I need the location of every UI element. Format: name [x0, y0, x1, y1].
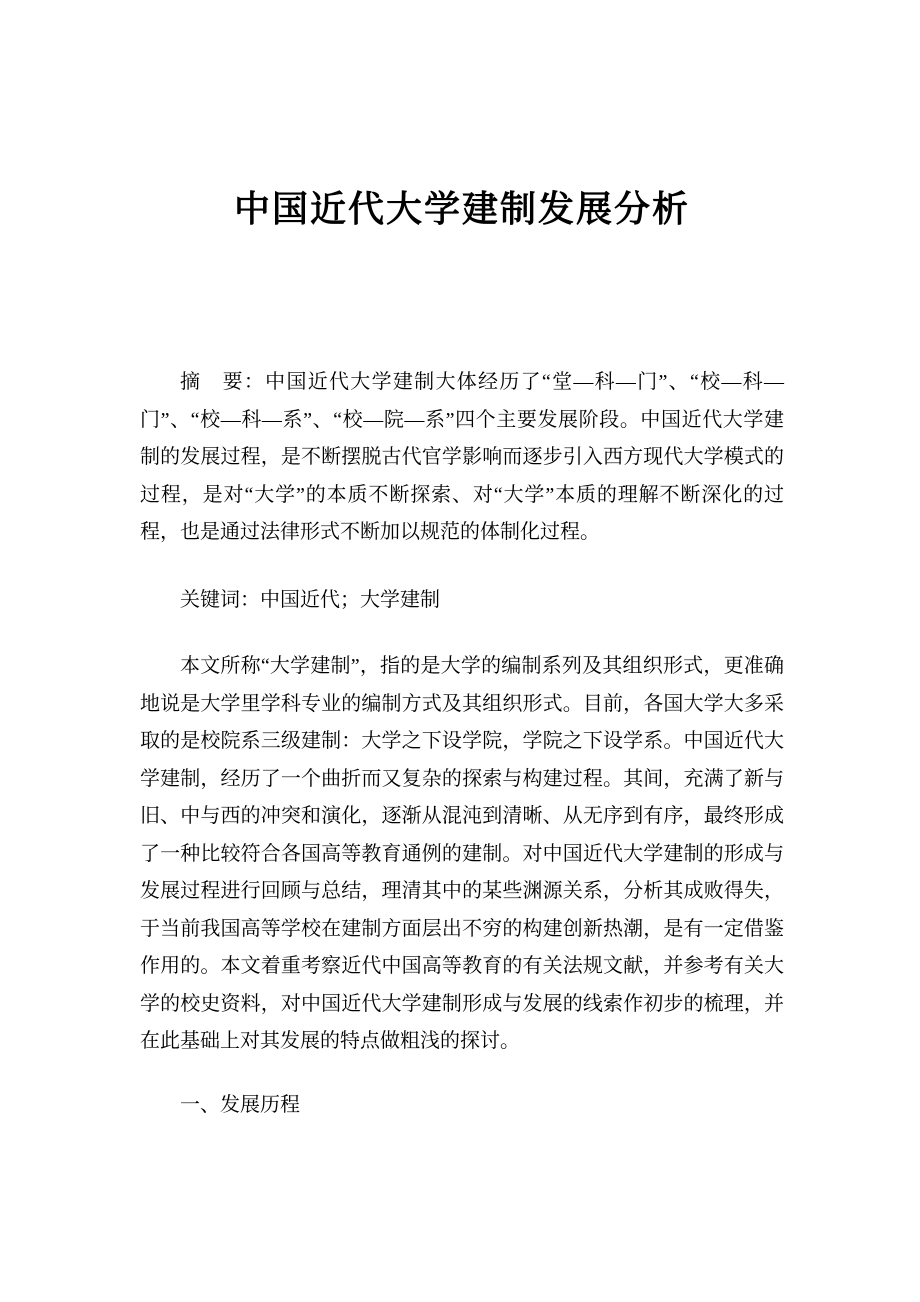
- body-paragraph: 本文所称“大学建制”，指的是大学的编制系列及其组织形式，更准确地说是大学里学科专业的编制方式及其组织形式。目前，各国大学大多采取的是校院系三级建制：大学之下设学院，学院之下设学系。中国近代大学建制，经历了一个曲折而又复杂的探索与构建过程。其间，充满了新与旧、中与西的冲突和演化，逐渐从混沌到清晰、从无序到有序，最终形成了一种比较符合各国高等教育通例的建制。对中国近代大学建制的形成与发展过程进行回顾与总结，理清其中的某些渊源关系，分析其成败得失，于当前我国高等学校在建制方面层出不穷的构建创新热潮，是有一定借鉴作用的。本文着重考察近代中国高等教育的有关法规文献，并参考有关大学的校史资料，对中国近代大学建制形成与发展的线索作初步的梳理，并在此基础上对其发展的特点做粗浅的探讨。: [140, 655, 784, 1053]
- document-content: [140, 0, 784, 1124]
- section-heading: 一、发展历程: [180, 1093, 300, 1116]
- abstract-paragraph: 摘 要：中国近代大学建制大体经历了“堂—科—门”、“校—科—门”、“校—科—系”、“校—院—系”四个主要发展阶段。中国近代大学建制的发展过程，是不断摆脱古代官学影响而逐步引入西方现代大学模式的过程，是对“大学”的本质不断探索、对“大学”本质的理解不断深化的过程，也是通过法律形式不断加以规范的体制化过程。: [140, 371, 784, 544]
- keywords-line: 关键词：中国近代；大学建制: [180, 588, 440, 611]
- document-title: 中国近代大学建制发展分析: [233, 189, 690, 229]
